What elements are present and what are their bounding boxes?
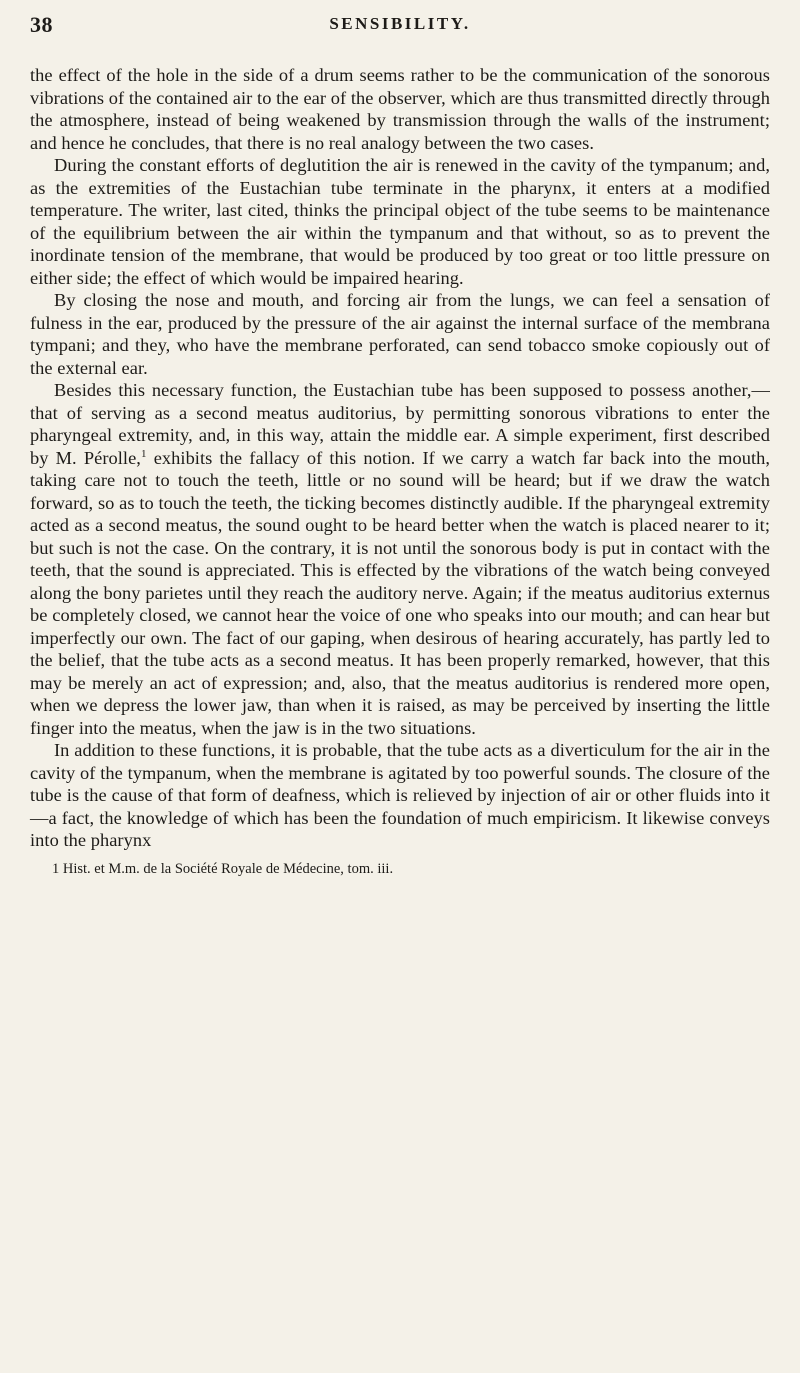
paragraph-4-rest: exhibits the fallacy of this notion. If we carry a watch far back into the mouth, taking care not to touch the teeth, little or no sound will be heard; but if we draw the watch forward, so as to touch the teeth, the ticking becomes distinctly audible. If the pharyngeal extremity acted as a second meatus, the sound ought to be heard better when the watch is placed nearer to it; but such is not the case. On the contrary, it is not until the sonorous body is put in contact with the teeth, that the sound is appreciated. This is effected by the vibrations of the watch being conveyed along the bony parietes until they reach the auditory nerve. Again; if the meatus auditorius externus be completely closed, we cannot hear the voice of one who speaks into our mouth; and can hear but imperfectly our own. The fact of our gaping, when desirous of hearing accurately, has partly led to the belief, that the tube acts as a second meatus. It has been properly remarked, however, that this may be merely an act of expression; and, also, that the meatus auditorius is rendered more open, when we depress the lower jaw, than when it is raised, as may be perceived by inserting the little finger into the meatus, when the jaw is in the two situations. [30, 447, 770, 738]
footnote-marker: 1 [52, 860, 60, 877]
paragraph-4-start: Besides this necessary function, the Eustachian tube has been supposed to possess another,—that of serving as a second meatus auditorius, by permitting sonorous vibrations to enter the pharyngeal extremity, and, in this way, attain the middle ear. A simple experiment, first described by M. Pérolle, [30, 380, 770, 468]
paragraph-1: the effect of the hole in the side of a drum seems rather to be the communication of the sonorous vibrations of the contained air to the ear of the observer, which are thus transmitted directly through the atmosphere, instead of being weakened by transmission through the walls of the instrument; and hence he concludes, that there is no real analogy between the two cases. [30, 65, 770, 153]
running-head: SENSIBILITY. [329, 14, 471, 33]
body-text [30, 64, 770, 852]
footnote [30, 860, 770, 878]
page-number: 38 [30, 12, 53, 37]
footnote-reference: 1 [140, 447, 147, 460]
paragraph-4 [30, 379, 770, 739]
paragraph-5: In addition to these functions, it is probable, that the tube acts as a diverticulum for the air in the cavity of the tympanum, when the membrane is agitated by too powerful sounds. The closure of the tube is the cause of that form of deafness, which is relieved by injection of air or other fluids into it—a fact, the knowledge of which has been the foundation of much empiricism. It likewise conveys into the pharynx [30, 740, 770, 850]
paragraph-3: By closing the nose and mouth, and forcing air from the lungs, we can feel a sensation of fulness in the ear, produced by the pressure of the air against the internal surface of the membrana tympani; and they, who have the membrane perforated, can send tobacco smoke copiously out of the external ear. [30, 290, 770, 378]
footnote-text: Hist. et M.m. de la Société Royale de Médecine, tom. iii. [62, 860, 394, 877]
paragraph-2: During the constant efforts of deglutition the air is renewed in the cavity of the tympanum; and, as the extremities of the Eustachian tube terminate in the pharynx, it enters at a modified temperature. The writer, last cited, thinks the principal object of the tube seems to be maintenance of the equilibrium between the air within the tympanum and that without, so as to prevent the inordinate tension of the membrane, that would be produced by too great or too little pressure on either side; the effect of which would be impaired hearing. [30, 155, 770, 288]
page-header [30, 12, 770, 52]
